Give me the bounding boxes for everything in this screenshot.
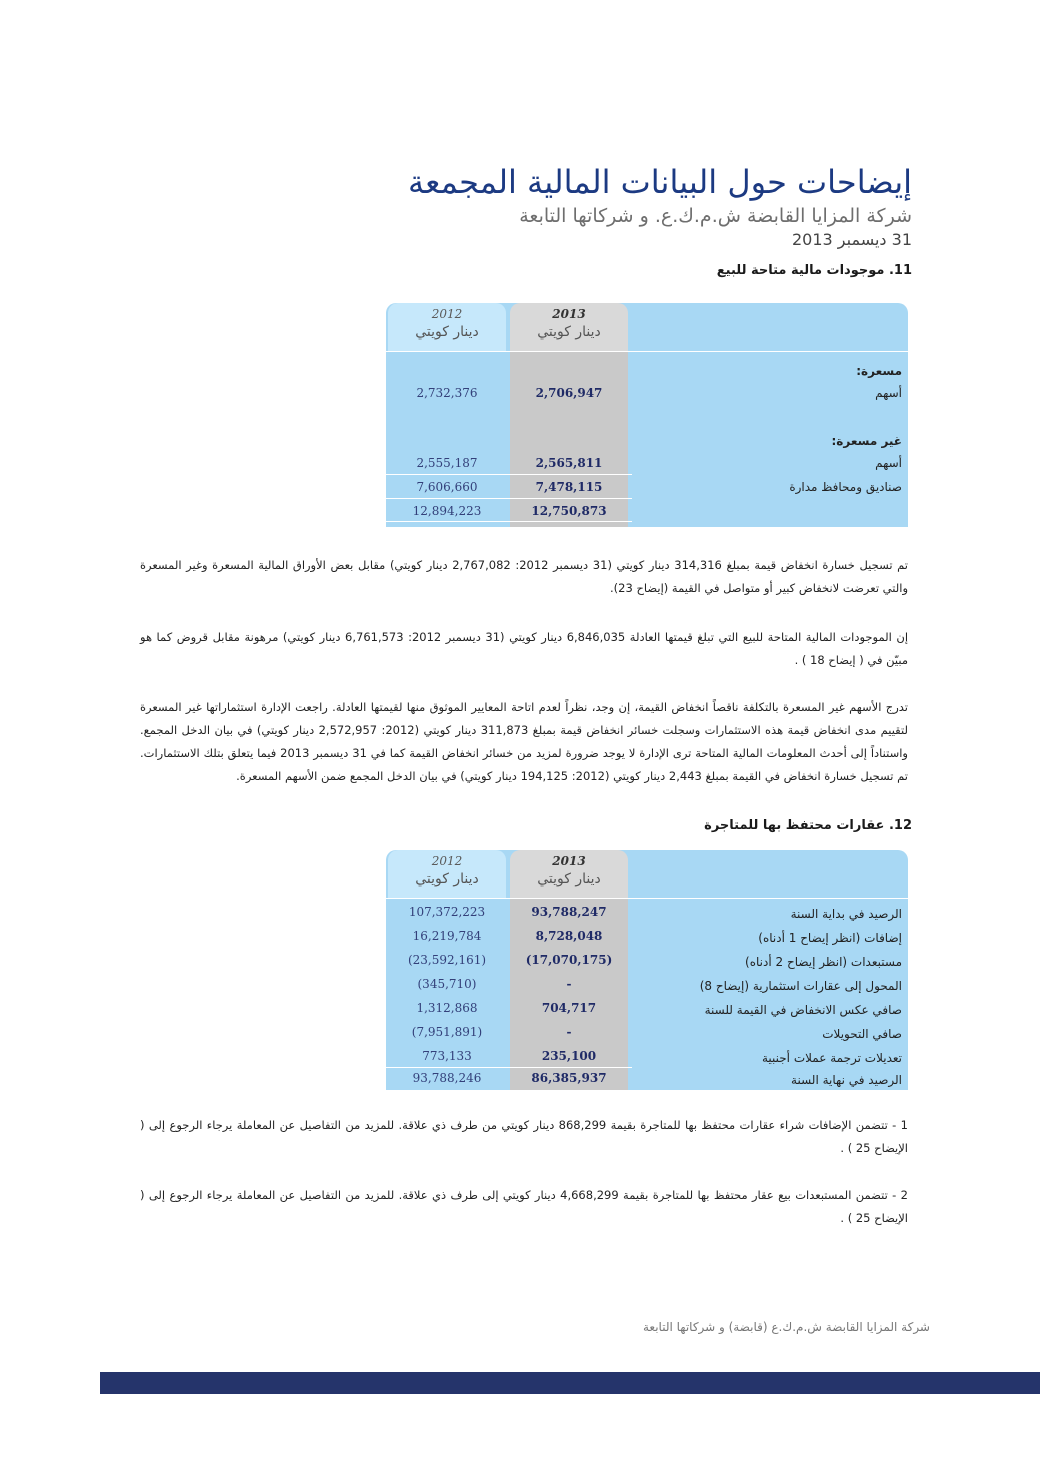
col-2012-header: 2012 دينار كويتي (388, 303, 506, 351)
total-2013: 12,750,873 (531, 504, 607, 518)
col-2012-header: 2012 دينار كويتي (388, 850, 506, 898)
section-12-heading: 12. عقارات محتفظ بها للمتاجرة (704, 818, 912, 833)
table-row-label: صافي عكس الانخفاض في القيمة للسنة (704, 1003, 902, 1017)
report-date: 31 ديسمبر 2013 (791, 230, 912, 249)
table-cell-2013: - (566, 1025, 572, 1039)
table-cell-2013: 235,100 (541, 1049, 597, 1063)
footer-company-name: شركة المزايا القابضة ش.م.ك.ع (قابضة) و شركاتها التابعة (642, 1320, 930, 1334)
table-cell-2012: (345,710) (417, 977, 477, 991)
table-cell-2013: 7,478,115 (535, 480, 603, 494)
table-row-label: أسهم (875, 456, 902, 470)
table-row-label: تعديلات ترجمة عملات أجنبية (761, 1051, 902, 1065)
table-cell-2013: 2,706,947 (535, 386, 603, 400)
table-cell-2012: 773,133 (422, 1049, 472, 1063)
col-2013-header: 2013 دينار كويتي (510, 303, 628, 351)
table-row-label: صافي التحويلات (822, 1027, 902, 1041)
afs-table (386, 303, 908, 527)
table-row-label: الرصيد في بداية السنة (790, 907, 902, 921)
table-cell-2012: 93,788,246 (412, 1071, 482, 1085)
table-cell-2013: 2,565,811 (535, 456, 603, 470)
section-11-heading: 11. موجودات مالية متاحة للبيع (716, 263, 912, 278)
table-cell-2012: 1,312,868 (416, 1001, 478, 1015)
table-cell-2013: 93,788,247 (531, 905, 607, 919)
page-title: إيضاحات حول البيانات المالية المجمعة (407, 163, 912, 201)
note-1: 1 - تتضمن الإضافات شراء عقارات محتفظ بها للمتاجرة بقيمة 868,299 دينار كويتي من طرف ذي علاقة. للمزيد من التفاصيل عن المعاملة يرجاء الرجوع إلى ( الإيضاح 25 ) . (140, 1118, 908, 1155)
table-cell-2012: (7,951,891) (411, 1025, 483, 1039)
quoted-label: مسعرة: (856, 364, 902, 378)
table-row-label: إضافات (انظر إيضاح 1 أدناه) (758, 931, 902, 945)
paragraph: إن الموجودات المالية المتاحة للبيع التي تبلغ قيمتها العادلة 6,846,035 دينار كويتي (31 ديسمبر 2012: 6,761,573 دينار كويتي) مرهونة مقابل قروض كما هو مبيّن في ( إيضاح 18 ) . (140, 630, 909, 667)
table-cell-2012: 16,219,784 (412, 929, 482, 943)
trading-properties-table (386, 850, 908, 1090)
table-cell-2013: (17,070,175) (525, 953, 613, 967)
table-row-label: أسهم (875, 386, 902, 400)
table-cell-2012: 107,372,223 (408, 905, 486, 919)
table-cell-2012: 7,606,660 (416, 480, 478, 494)
table-cell-2013: 86,385,937 (531, 1071, 607, 1085)
table-cell-2012: 2,555,187 (416, 456, 478, 470)
table-cell-2013: 704,717 (541, 1001, 597, 1015)
footer-bar (100, 1372, 1040, 1394)
unquoted-label: غير مسعرة: (831, 434, 902, 448)
table-row-label: الرصيد في نهاية السنة (791, 1073, 902, 1087)
col-2013-header: 2013 دينار كويتي (510, 850, 628, 898)
table-row-label: صناديق ومحافظ مدارة (789, 480, 902, 494)
table-cell-2013: - (566, 977, 572, 991)
note-2: 2 - تتضمن المستبعدات بيع عقار محتفظ بها للمتاجرة بقيمة 4,668,299 دينار كويتي إلى طرف ذي علاقة. للمزيد من التفاصيل عن المعاملة يرجاء الرجوع إلى ( الإيضاح 25 ) . (140, 1188, 908, 1225)
paragraph: تم تسجيل خسارة انخفاض قيمة بمبلغ 314,316 دينار كويتي (31 ديسمبر 2012: 2,767,082 دينار كويتي) مقابل بعض الأوراق المالية المسعرة وغير المسعرة والتي تعرضت لانخفاض كبير أو متواصل في القيمة (إيضاح 23). (140, 558, 908, 595)
table-cell-2012: (23,592,161) (407, 953, 487, 967)
company-name: شركة المزايا القابضة ش.م.ك.ع. و شركاتها التابعة (519, 205, 912, 227)
total-2012: 12,894,223 (412, 504, 482, 518)
table-row-label: المحول إلى عقارات استثمارية (إيضاح 8) (699, 979, 902, 993)
table-cell-2012: 2,732,376 (416, 386, 478, 400)
table-row-label: مستبعدات (انظر إيضاح 2 أدناه) (745, 955, 902, 969)
paragraph: تدرج الأسهم غير المسعرة بالتكلفة ناقصاً انخفاض القيمة، إن وجد، نظراً لعدم اتاحة المعايير الموثوق منها لقيمتها العادلة. راجعت الإدارة استثماراتها غير المسعرة لتقييم مدى انخفاض قيمة هذه الاستثمارات وسجلت خسائر انخفاض قيمة بمبلغ 311,873 دينار كويتي (2012: 2,572,957 دينار كويتي) في بيان الدخل المجمع. واستناداً إلى أحدث المعلومات المالية المتاحة ترى الإدارة لا يوجد ضرورة لمزيد من خسائر انخفاض القيمة كما في 31 ديسمبر 2013 فيما يتعلق بتلك الاستثمارات. تم تسجيل خسارة انخفاض في القيمة بمبلغ 2,443 دينار كويتي (2012: 194,125 دينار كويتي) في بيان الدخل المجمع ضمن الأسهم المسعرة. (140, 700, 908, 783)
table-cell-2013: 8,728,048 (535, 929, 603, 943)
